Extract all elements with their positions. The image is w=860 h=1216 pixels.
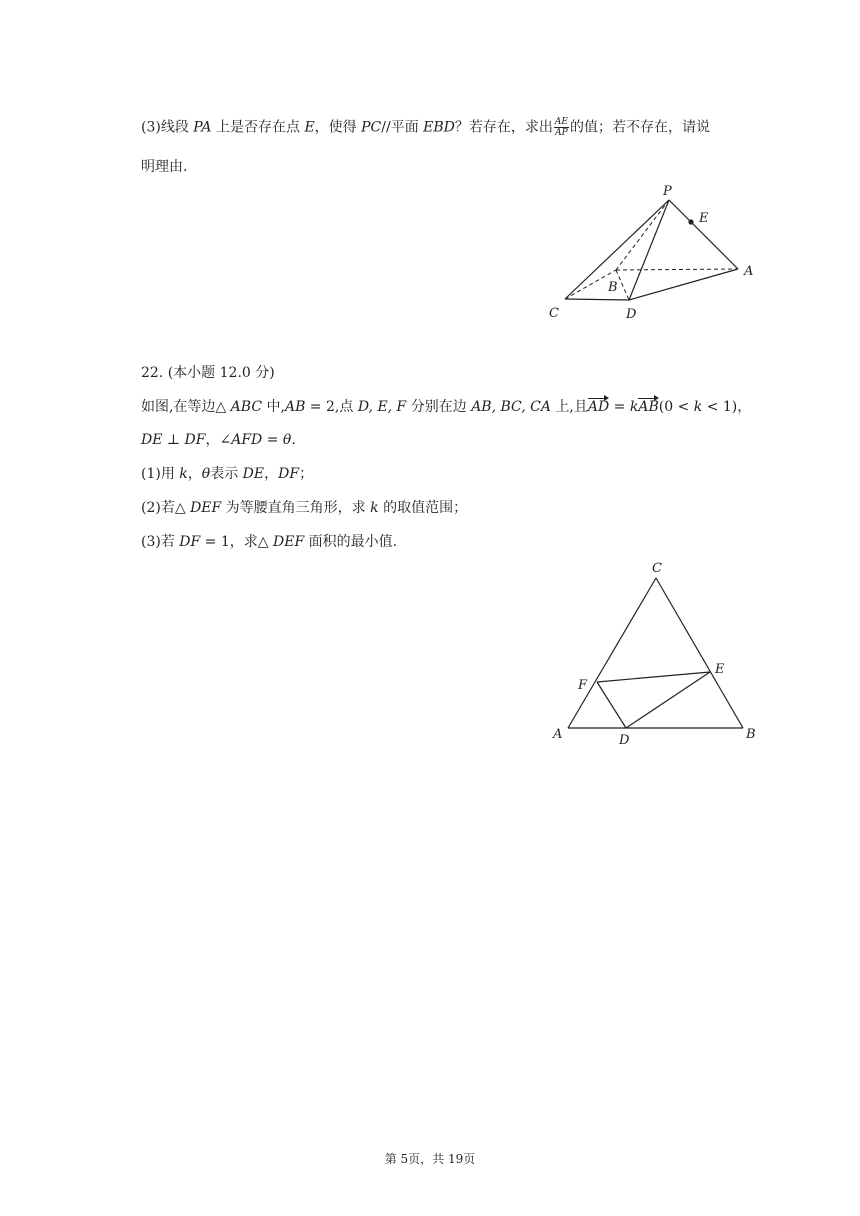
q22-part1	[141, 464, 313, 484]
text: ，	[264, 466, 279, 482]
math: E	[304, 119, 315, 136]
math: θ	[282, 432, 292, 448]
text: 的值；若不存在，请说	[569, 119, 710, 136]
q22-part2	[141, 498, 467, 518]
text: ，使得	[314, 119, 362, 136]
math: k	[693, 399, 703, 415]
fraction-ae-ap	[554, 117, 569, 138]
text: = 1，求△	[200, 534, 273, 550]
math: DE	[141, 432, 163, 448]
q22-header: 22. (本小题 12.0 分)	[141, 365, 275, 381]
math: EBD	[423, 119, 455, 136]
vector-ad: AD	[587, 399, 610, 415]
segment-de	[626, 672, 710, 728]
q21-part3-line2: 明理由.	[141, 159, 188, 175]
text: ⊥	[162, 432, 185, 448]
text: (3)线段	[141, 119, 194, 136]
q21-part3-line1	[141, 117, 710, 138]
page-footer: 第 5页，共 19页	[384, 1152, 476, 1166]
label-c: C	[652, 561, 662, 576]
text: 上是否存在点	[211, 119, 305, 136]
label-e: E	[715, 662, 725, 677]
math: DF	[179, 534, 201, 550]
math: DEF	[273, 534, 305, 550]
q22-part3	[141, 532, 397, 552]
q22-line1	[141, 397, 751, 417]
text: =	[609, 399, 630, 415]
math: DF	[278, 466, 300, 482]
math: DF	[184, 432, 206, 448]
label-d: D	[626, 307, 637, 322]
text: 的取值范围；	[378, 500, 468, 516]
text: < 1)，	[702, 399, 752, 415]
math: θ	[201, 466, 211, 482]
text: ；	[299, 466, 314, 482]
math: DEF	[190, 500, 222, 516]
math: AB	[284, 399, 306, 415]
text: 表示	[210, 466, 243, 482]
text: 为等腰直角三角形，求	[221, 500, 371, 516]
vector-ab: AB	[638, 399, 659, 415]
label-c: C	[549, 306, 559, 321]
text: 如图,在等边△	[141, 399, 231, 415]
edge-pd	[629, 200, 669, 300]
math: k	[629, 399, 639, 415]
label-b: B	[608, 280, 618, 295]
q22-line2	[141, 430, 296, 450]
math: PA	[193, 119, 212, 136]
math: DE	[242, 466, 265, 482]
label-b: B	[746, 727, 756, 742]
math: AB, BC, CA	[471, 399, 551, 415]
label-p: P	[663, 184, 672, 199]
text: ，	[187, 466, 202, 482]
label-a: A	[553, 727, 563, 742]
edge-cd	[565, 299, 629, 300]
fraction-numerator: AE	[554, 117, 568, 127]
text: 面积的最小值.	[304, 534, 398, 550]
triangle-figure	[545, 555, 765, 750]
edge-bd	[616, 270, 629, 300]
text: =	[262, 432, 283, 448]
text: (1)用	[141, 466, 180, 482]
edge-da	[629, 269, 738, 300]
segment-fd	[597, 682, 626, 728]
text: ，∠	[205, 432, 232, 448]
text: (3)若	[141, 534, 180, 550]
fraction-denominator: AP	[555, 128, 568, 138]
text: 分别在边	[406, 399, 472, 415]
segment-fe	[597, 672, 710, 682]
math: k	[179, 466, 188, 482]
math: k	[370, 500, 379, 516]
side-bc	[656, 578, 743, 728]
math: PC	[361, 119, 382, 136]
text: (0 <	[658, 399, 694, 415]
text: = 2,点	[305, 399, 358, 415]
edge-pb	[616, 200, 669, 270]
math: ABC	[230, 399, 263, 415]
text: //平面	[381, 119, 424, 136]
math: AFD	[231, 432, 263, 448]
text: 中,	[262, 399, 285, 415]
text: .	[291, 432, 296, 448]
label-a: A	[744, 264, 754, 279]
edge-ba	[616, 269, 738, 270]
point-e	[688, 219, 693, 224]
pyramid-figure	[545, 178, 765, 328]
label-e: E	[699, 211, 709, 226]
math: D, E, F	[357, 399, 407, 415]
label-f: F	[578, 678, 588, 693]
text: ？若存在，求出	[454, 119, 553, 136]
label-d: D	[619, 733, 630, 748]
text: 上,且	[550, 399, 588, 415]
text: (2)若△	[141, 500, 191, 516]
